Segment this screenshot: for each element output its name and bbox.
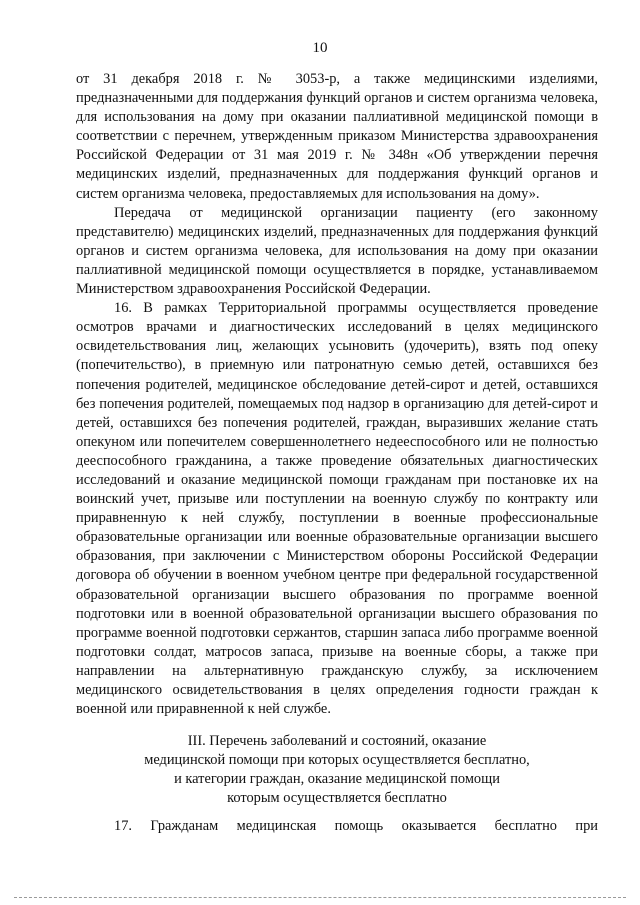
- section-heading-line-3: и категории граждан, оказание медицинской помощи: [174, 771, 500, 788]
- paragraph-medical-devices: от 31 декабря 2018 г. № 3053-р, а также медицинскими изделиями, предназначенными для поддержания функций органов и систем организма человека, для использования на дому при оказании паллиативной медицинской помощи в соответствии с перечнем, утвержденным приказом Министерства здравоохранения Российской Федерации от 31 мая 2019 г. № 348н «Об утверждении перечня медицинских изделий, предназначенных для поддержания функций органов и систем организма человека, предоставляемых для использования на дому».: [76, 71, 598, 202]
- body-text: [76, 70, 598, 719]
- page-number: 10: [312, 40, 328, 56]
- paragraph-item-17: 17. Гражданам медицинская помощь оказывается бесплатно при: [114, 818, 598, 834]
- paragraph-item-16: 16. В рамках Территориальной программы осуществляется проведение осмотров врачами и диагностических исследований в целях медицинского освидетельствования лиц, желающих усыновить (удочерить), взять под опеку (попечительство), в приемную или патронатную семью детей, оставшихся без попечения родителей, медицинское обследование детей-сирот и детей, оставшихся без попечения родителей, помещаемых под надзор в организацию для детей-сирот и детей, оставшихся без попечения родителей, граждан, выразивших желание стать опекуном или попечителем совершеннолетнего недееспособного или не полностью дееспособного гражданина, а также проведение обязательных диагностических исследований и оказание медицинской помощи гражданам при постановке их на воинский учет, призыве или поступлении на военную службу по контракту или приравненную к ней службу, поступлении в военные профессиональные образовательные организации или военные образовательные организации высшего образования, при заключении с Министерством обороны Российской Федерации договора об обучении в военном учебном центре при федеральной государственной образовательной организации высшего образования по программе военной подготовки или в военной образовательной организации высшего образования по программе военной подготовки сержантов, старшин запаса либо программе военной подготовки солдат, матросов запаса, призыве на военные сборы, а также при направлении на альтернативную гражданскую службу, за исключением медицинского освидетельствования в целях определения годности граждан к военной или приравненной к ней службе.: [76, 300, 598, 718]
- section-heading-line-1: III. Перечень заболеваний и состояний, оказание: [187, 733, 487, 749]
- bottom-divider: [14, 897, 626, 898]
- paragraph-device-transfer: Передача от медицинской организации пациенту (его законному представителю) медицинских изделий, предназначенных для поддержания функций органов и систем организма человека, для использования на дому при оказании паллиативной медицинской помощи осуществляется в порядке, устанавливаемом Министерством здравоохранения Российской Федерации.: [76, 204, 598, 298]
- section-heading-line-4: которым осуществляется бесплатно: [227, 790, 447, 807]
- section-heading-line-2: медицинской помощи при которых осуществляется бесплатно,: [144, 752, 530, 769]
- section-heading: [76, 732, 598, 808]
